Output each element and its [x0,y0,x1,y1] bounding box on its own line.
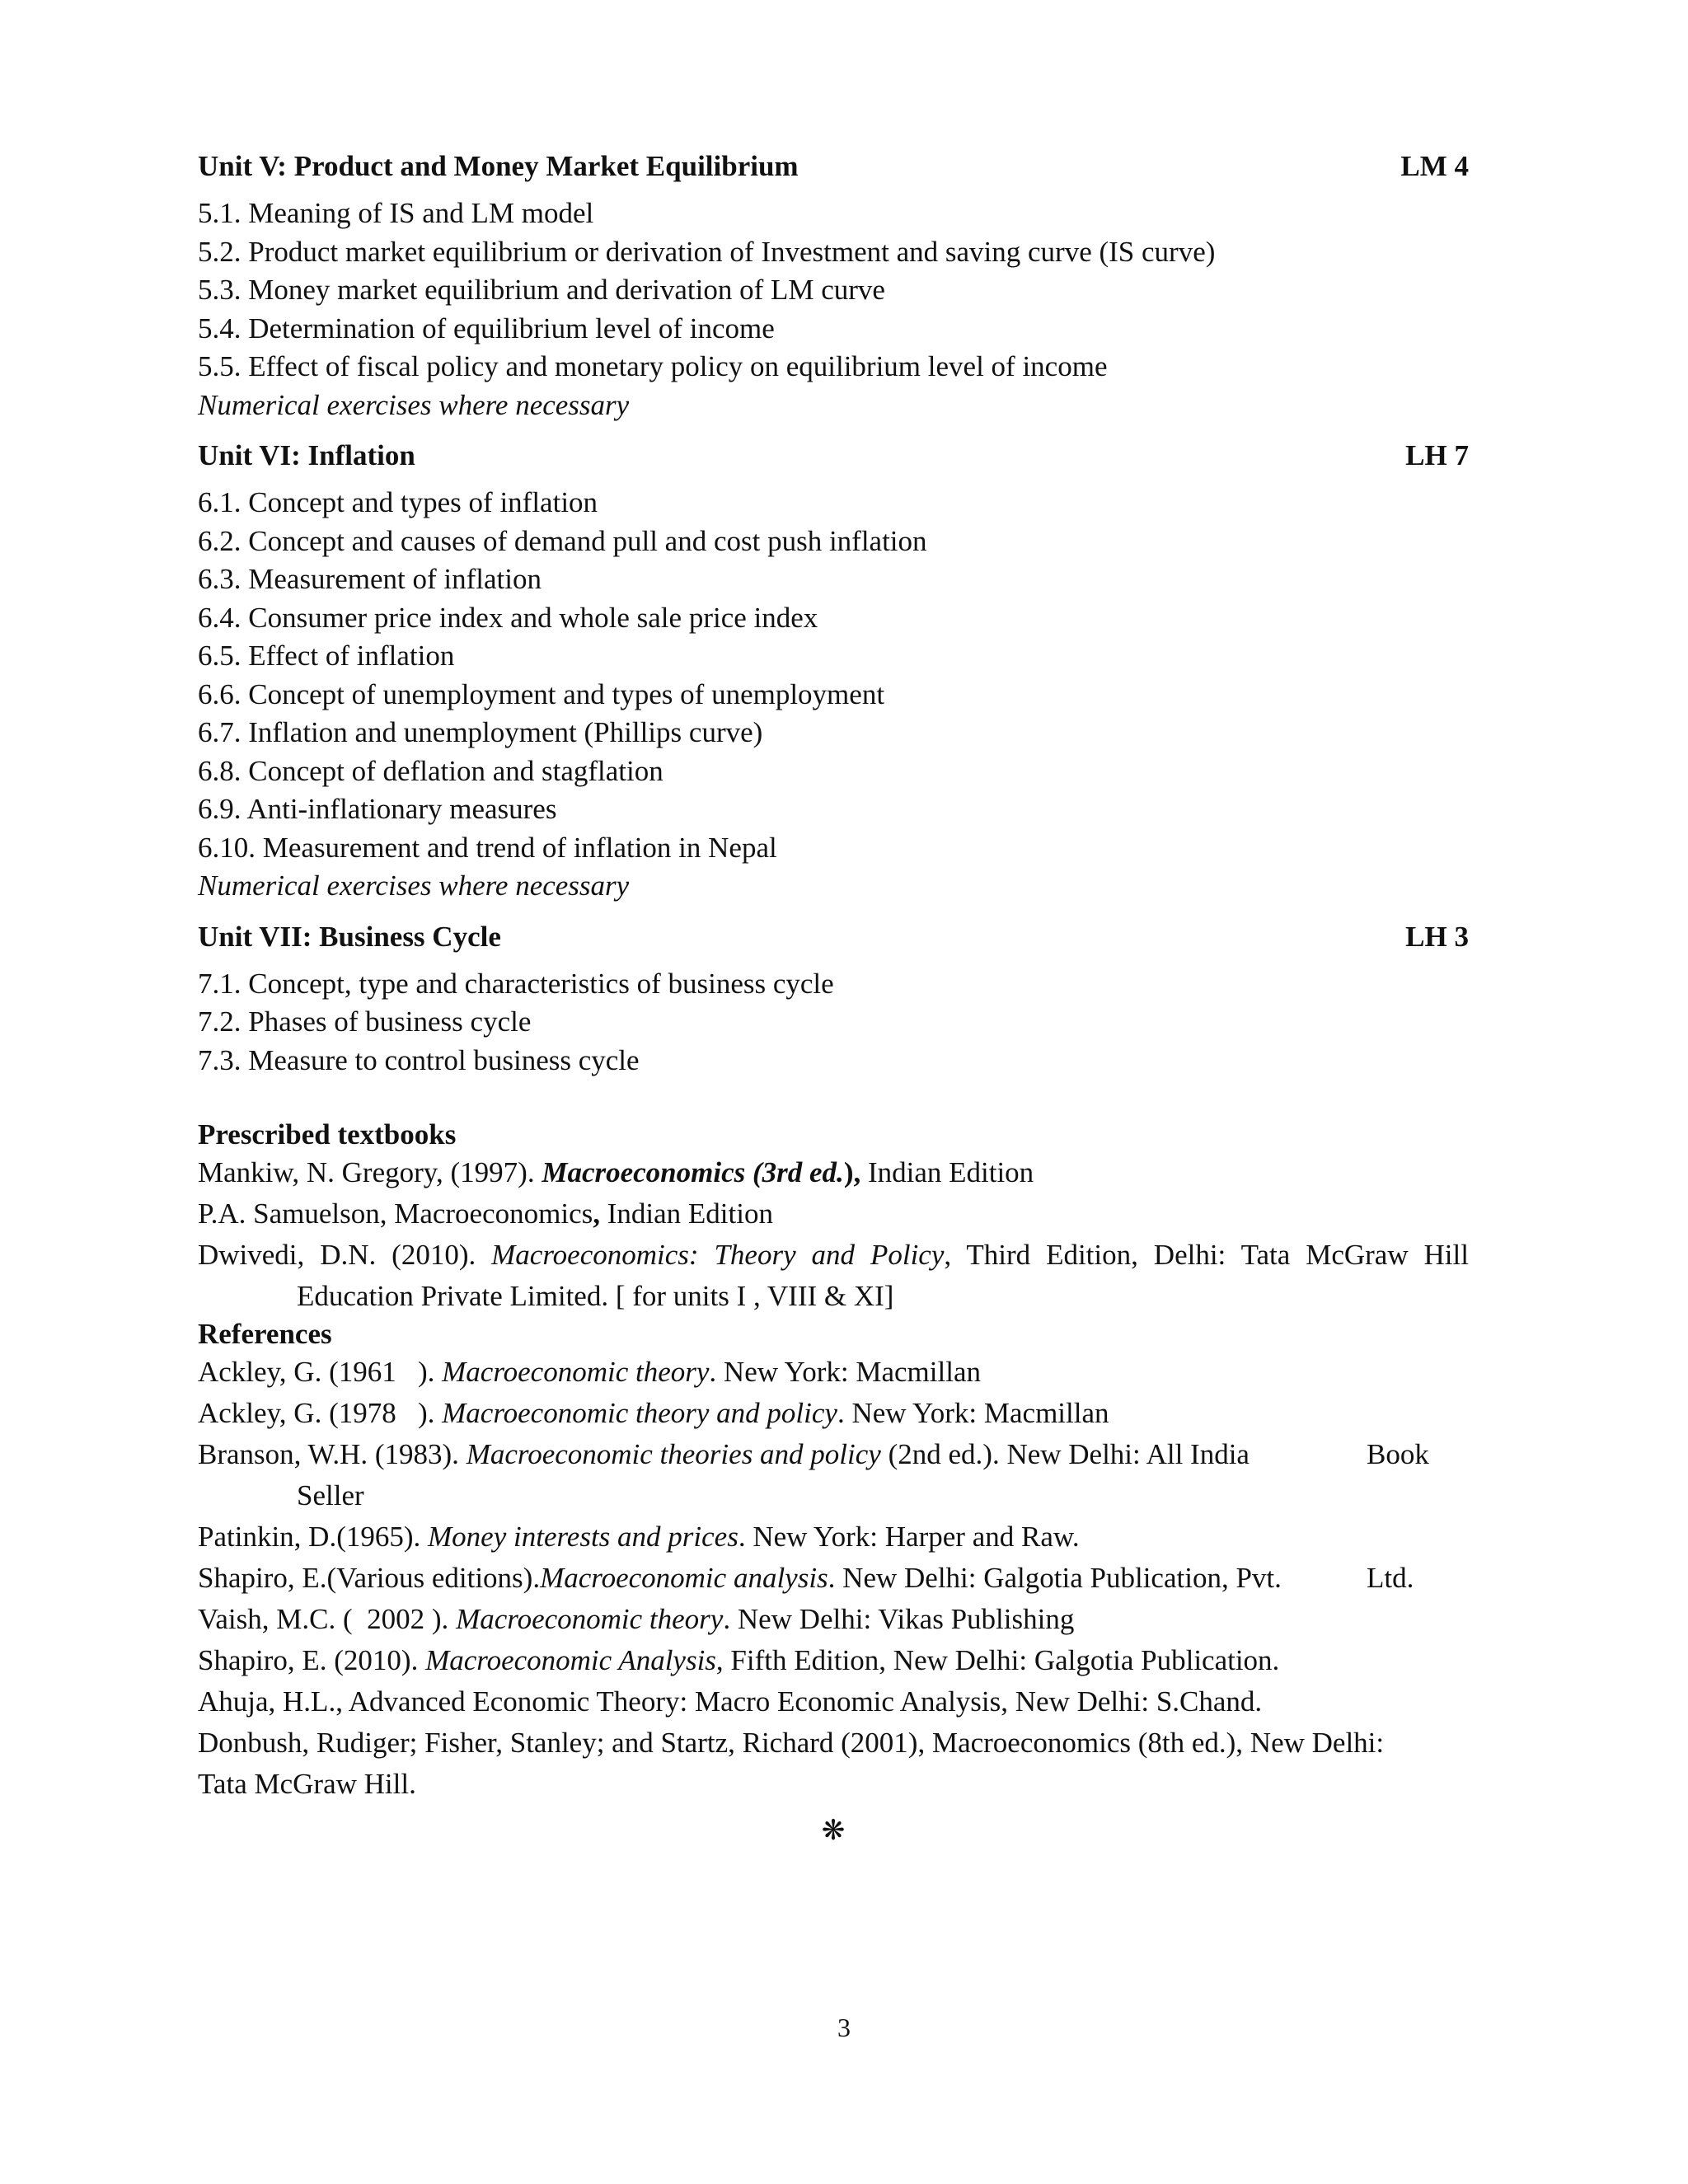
reference-entry [198,1516,1469,1558]
text: Dwivedi, D.N. (2010). [198,1239,492,1271]
textbooks-heading: Prescribed textbooks [198,1118,457,1151]
title-text: Macroeconomic Analysis [425,1644,716,1676]
reference-entry-continued: Seller [297,1479,364,1511]
text: Vaish, M.C. ( 2002 ). [198,1603,457,1635]
title-text: Macroeconomic analysis [540,1562,828,1594]
text: ), [843,1156,861,1188]
list-item: 6.8. Concept of deflation and stagflation [198,754,663,787]
title-text: Macroeconomic theory and policy [442,1397,837,1429]
text: . New York: Macmillan [837,1397,1109,1429]
unit-title: Unit VI: Inflation [198,439,415,471]
references-heading: References [198,1318,332,1350]
document-page [198,147,1469,1851]
text: Branson, W.H. (1983). [198,1438,467,1470]
reference-entry [198,1558,1469,1599]
text: , Fifth Edition, New Delhi: Galgotia Publication. [715,1644,1280,1676]
list-item: 6.9. Anti-inflationary measures [198,793,557,825]
title-text: Macroeconomic theories and policy [466,1438,881,1470]
reference-entry [198,1640,1469,1681]
list-item: 7.1. Concept, type and characteristics of business cycle [198,967,834,1000]
list-item: 5.5. Effect of fiscal policy and monetary policy on equilibrium level of income [198,350,1108,382]
list-item: 5.1. Meaning of IS and LM model [198,197,594,229]
reference-entry [198,1352,1469,1393]
text: P.A. Samuelson, Macroeconomics [198,1197,593,1230]
unit-title: Unit V: Product and Money Market Equilibrium [198,150,799,182]
list-item: 6.10. Measurement and trend of inflation in Nepal [198,831,777,864]
list-item: 5.3. Money market equilibrium and derivation of LM curve [198,274,885,306]
textbook-entry-continued: Education Private Limited. [ for units I , VIII & XI] [297,1280,894,1312]
unit-heading [198,147,1469,186]
reference-entry [198,1599,1469,1640]
unit-note: Numerical exercises where necessary [198,388,630,421]
list-item: 6.2. Concept and causes of demand pull and cost push inflation [198,524,927,557]
title-text: Macroeconomics (3rd ed. [542,1156,844,1188]
textbook-entry [198,1152,1469,1193]
unit-heading [198,917,1469,957]
title-text: Money interests and prices [428,1521,738,1553]
list-item: 6.6. Concept of unemployment and types of unemployment [198,677,885,710]
title-text: Macroeconomic theory [442,1356,710,1388]
text: Shapiro, E.(Various editions). [198,1562,541,1594]
text: , Third Edition, Delhi: Tata McGraw Hill [944,1239,1469,1271]
text: Patinkin, D.(1965). [198,1521,429,1553]
list-item: 7.2. Phases of business cycle [198,1005,532,1038]
reference-entry-continued: Tata McGraw Hill. [198,1768,416,1800]
text: Ackley, G. (1978 ). [198,1397,443,1429]
list-item: 6.4. Consumer price index and whole sale price index [198,601,818,634]
list-item: 5.4. Determination of equilibrium level of income [198,312,775,344]
reference-entry [198,1434,1469,1475]
textbook-entry [198,1193,1469,1235]
text: . New Delhi: Vikas Publishing [723,1603,1075,1635]
text: , [593,1197,600,1230]
list-item: 6.7. Inflation and unemployment (Phillips curve) [198,716,763,748]
textbook-entry [198,1235,1469,1276]
reference-entry: Ahuja, H.L., Advanced Economic Theory: Macro Economic Analysis, New Delhi: S.Chand. [198,1685,1263,1718]
text: Ltd. [1367,1562,1414,1594]
reference-entry [198,1393,1469,1434]
list-item: 5.2. Product market equilibrium or derivation of Investment and saving curve (IS curve) [198,235,1216,268]
text: Book [1367,1438,1429,1470]
list-item: 6.1. Concept and types of inflation [198,486,598,518]
list-item: 6.3. Measurement of inflation [198,563,542,595]
list-item: 6.5. Effect of inflation [198,640,455,672]
text: . New Delhi: Galgotia Publication, Pvt. [828,1562,1282,1594]
unit-hours: LH 3 [1405,920,1469,953]
title-text: Macroeconomics: Theory and Policy [491,1239,945,1271]
unit-title: Unit VII: Business Cycle [198,920,501,953]
text: Shapiro, E. (2010). [198,1644,426,1676]
text: (2nd ed.). New Delhi: All India [880,1438,1250,1470]
end-mark: ❋ [821,1814,846,1847]
text: Ackley, G. (1961 ). [198,1356,443,1388]
page-number: 3 [837,2013,851,2042]
text: . New York: Macmillan [709,1356,981,1388]
unit-heading [198,436,1469,476]
unit-hours: LM 4 [1400,150,1469,182]
unit-hours: LH 7 [1405,439,1469,471]
unit-note: Numerical exercises where necessary [198,869,630,902]
list-item: 7.3. Measure to control business cycle [198,1043,640,1076]
text: Indian Edition [599,1197,773,1230]
text: . New York: Harper and Raw. [738,1521,1080,1553]
title-text: Macroeconomic theory [456,1603,724,1635]
text: Mankiw, N. Gregory, (1997). [198,1156,542,1188]
reference-entry: Donbush, Rudiger; Fisher, Stanley; and Startz, Richard (2001), Macroeconomics (8th ed.), New Delhi: [198,1727,1385,1759]
text: Indian Edition [860,1156,1034,1188]
